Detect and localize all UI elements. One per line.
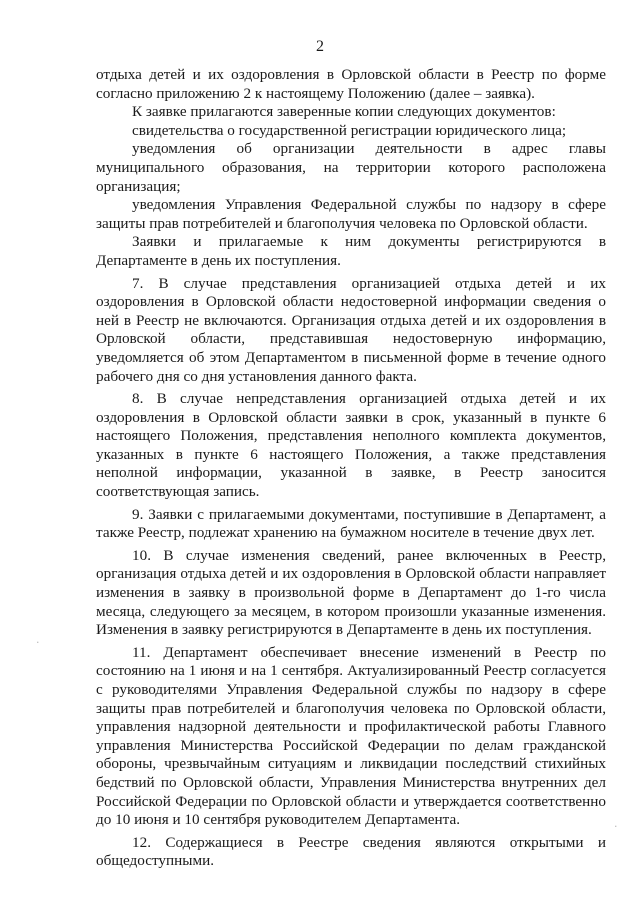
paragraph-application-continuation: отдыха детей и их оздоровления в Орловской области в Реестр по форме согласно приложению 2 к настоящему Положению (далее – заявка).	[96, 66, 606, 102]
paragraph-municipal-notice: уведомления об организации деятельности в адрес главы муниципального образования, на территории которого расположена организация;	[96, 140, 606, 195]
scan-margin-mark: ·	[36, 636, 40, 649]
paragraph-item-12: 12. Содержащиеся в Реестре сведения являются открытыми и общедоступными.	[96, 833, 606, 870]
paragraph-item-9: 9. Заявки с прилагаемыми документами, поступившие в Департамент, а также Реестр, подлежат хранению на бумажном носителе в течение двух лет.	[96, 505, 606, 542]
paragraph-attached-documents: К заявке прилагаются заверенные копии следующих документов:	[132, 103, 556, 121]
paragraph-item-11: 11. Департамент обеспечивает внесение изменений в Реестр по состоянию на 1 июня и на 1 сентября. Актуализированный Реестр согласуется с руководителями Управления Федеральной службы по надзору в сфере защиты прав потребителей и благополучия человека по Орловской области, управления надзорной деятельности и профилактической работы Главного управления Министерства Российской Федерации по делам гражданской обороны, чрезвычайным ситуациям и ликвидации последствий стихийных бедствий по Орловской области, Управления Министерства внутренних дел Российской Федерации по Орловской области и утверждается соответственно до 10 июня и 10 сентября руководителем Департамента.	[96, 643, 606, 829]
document-body	[96, 66, 606, 871]
paragraph-rospotrebnadzor-notice: уведомления Управления Федеральной службы по надзору в сфере защиты прав потребителей и благополучия человека по Орловской области.	[96, 196, 606, 232]
paragraph-item-10: 10. В случае изменения сведений, ранее включенных в Реестр, организация отдыха детей и их оздоровления в Орловской области направляет изменения в заявку в произвольной форме в Департамент до 1-го числа месяца, следующего за месяцем, в котором произошли указанные изменения. Изменения в заявку регистрируются в Департаменте в день их поступления.	[96, 546, 606, 639]
scan-margin-mark: ·	[614, 820, 618, 833]
paragraph-item-8: 8. В случае непредставления организацией отдыха детей и их оздоровления в Орловской области заявки в срок, указанный в пункте 6 настоящего Положения, представления неполного комплекта документов, указанных в пункте 6 настоящего Положения, а также представления неполной информации, указанной в заявке, в Реестр заносится соответствующая запись.	[96, 390, 606, 501]
paragraph-registration: Заявки и прилагаемые к ним документы регистрируются в Департаменте в день их поступления.	[96, 233, 606, 269]
paragraph-item-7: 7. В случае представления организацией отдыха детей и их оздоровления в Орловской области недостоверной информации сведения о ней в Реестр не включаются. Организация отдыха детей и их оздоровления в Орловской области, представившая недостоверную информацию, уведомляется об этом Департаментом в письменной форме в течение одного рабочего дня со дня установления данного факта.	[96, 274, 606, 385]
paragraph-registration-certificate: свидетельства о государственной регистрации юридического лица;	[132, 121, 567, 139]
page-number: 2	[316, 38, 324, 55]
